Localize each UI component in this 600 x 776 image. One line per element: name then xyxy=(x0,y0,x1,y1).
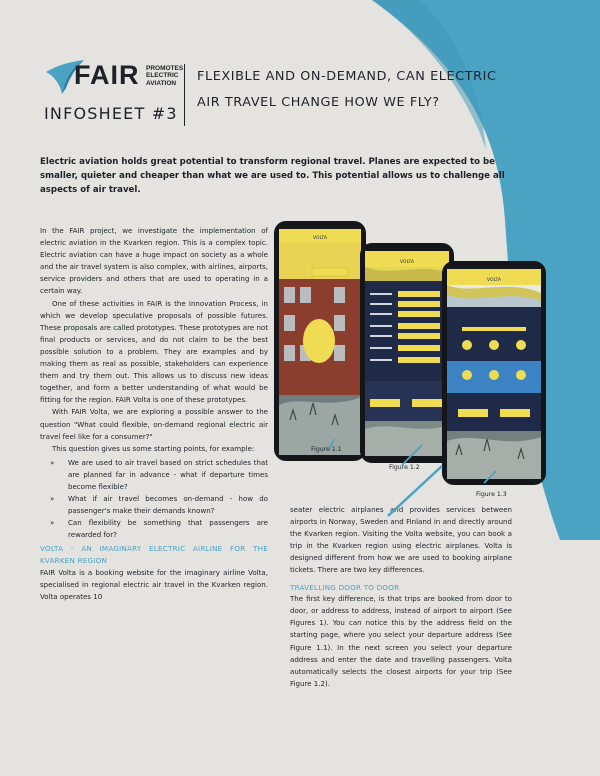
paragraph: This question gives us some starting points, for example: xyxy=(52,443,255,453)
list-item: » We are used to air travel based on strict schedules that are planned far in advance - what if departure times become flexible? xyxy=(50,457,268,491)
fair-logo xyxy=(44,60,184,100)
paragraph: seater electric airplanes and provides services between airports in Norway, Sweden and Finland in and directly around the Kvarken region. Visiting the Volta website, you can book a trip in the Kvarken region using electric airplanes. Volta is designed different from how we are used to booking airplane tickets. There are two key differences. xyxy=(290,505,512,575)
phone-figure-1-3 xyxy=(442,261,546,485)
page-title-line-1: FLEXIBLE AND ON-DEMAND, CAN ELECTRIC xyxy=(197,69,497,84)
logo-tagline: PROMOTES ELECTRIC AVIATION xyxy=(146,65,184,87)
phone-figure-1-1 xyxy=(274,221,366,461)
paragraph: The first key difference, is that trips are booked from door to door, or address to address, instead of airport to airport (See Figures 1). You can notice this by the address field on the starting page, where you select your departure address (See Figure 1.1). In the next screen you select your departure address and enter the date and travelling passengers. Volta automatically selects the closest airports for your trip (See Figure 1.2). xyxy=(290,594,512,688)
bullet-marker: » xyxy=(50,457,55,467)
bullet-marker: » xyxy=(50,518,55,528)
figure-caption-1-2: Figure 1.2 xyxy=(389,464,420,471)
section-heading: VOLTA - AN IMAGINARY ELECTRIC AIRLINE FOR THE KVARKEN REGION xyxy=(40,544,268,566)
header-divider xyxy=(184,64,185,126)
screen-3-title: VOLTA xyxy=(487,278,501,283)
list-item: » What if air travel becomes on-demand - how do passenger's make their demands known? xyxy=(50,494,268,516)
question-list xyxy=(40,457,268,542)
text-column-left xyxy=(40,225,268,603)
phone-figure-1-2 xyxy=(360,243,454,463)
screen-1-title: VOLTA xyxy=(313,236,327,241)
paragraph: In the FAIR project, we investigate the implementation of electric aviation in the Kvarken region. This is a complex topic. Electric aviation can have a huge impact on society as a whole and the air travel system is also complex, with airlines, airports, service providers and others that are used to operating in a certain way. xyxy=(40,226,268,296)
intro-paragraph: Electric aviation holds great potential to transform regional travel. Planes are expected to be smaller, quieter and cheaper than what we are used to. This potential allows us to challenge all aspects of air travel. xyxy=(40,157,505,195)
bullet-marker: » xyxy=(50,494,55,504)
screen-2-title: VOLTA xyxy=(400,260,414,265)
section-heading: TRAVELLING DOOR TO DOOR xyxy=(290,582,400,592)
figure-caption-1-1: Figure 1.1 xyxy=(311,446,342,453)
page-title xyxy=(197,64,527,116)
page-title-line-2: AIR TRAVEL CHANGE HOW WE FLY? xyxy=(197,95,440,110)
logo-wordmark: FAIR xyxy=(74,60,140,90)
list-item: » Can flexibility be something that passengers are rewarded for? xyxy=(50,518,268,540)
figure-caption-1-3: Figure 1.3 xyxy=(476,491,507,498)
paragraph: With FAIR Volta, we are exploring a possible answer to the question "What could flexible, on-demand regional electric air travel feel like for a consumer?" xyxy=(40,407,268,441)
paragraph: FAIR Volta is a booking website for the imaginary airline Volta, specialised in regional electric air travel in the Kvarken region. Volta operates 10 xyxy=(40,567,268,601)
paragraph: One of these activities in FAIR is the Innovation Process, in which we develop speculative proposals of possible futures. These proposals are called prototypes. These prototypes are not final products or services, and do not claim to be the best possible solution to a problem. They are examples and by making them as real as possible, stakeholders can experience them and try them out. This allows us to discuss new ideas together, and form a better understanding of what would be fitting for the region. FAIR Volta is one of these prototypes. xyxy=(40,298,268,405)
infosheet-label: INFOSHEET #3 xyxy=(44,104,178,123)
text-column-right xyxy=(290,504,512,690)
